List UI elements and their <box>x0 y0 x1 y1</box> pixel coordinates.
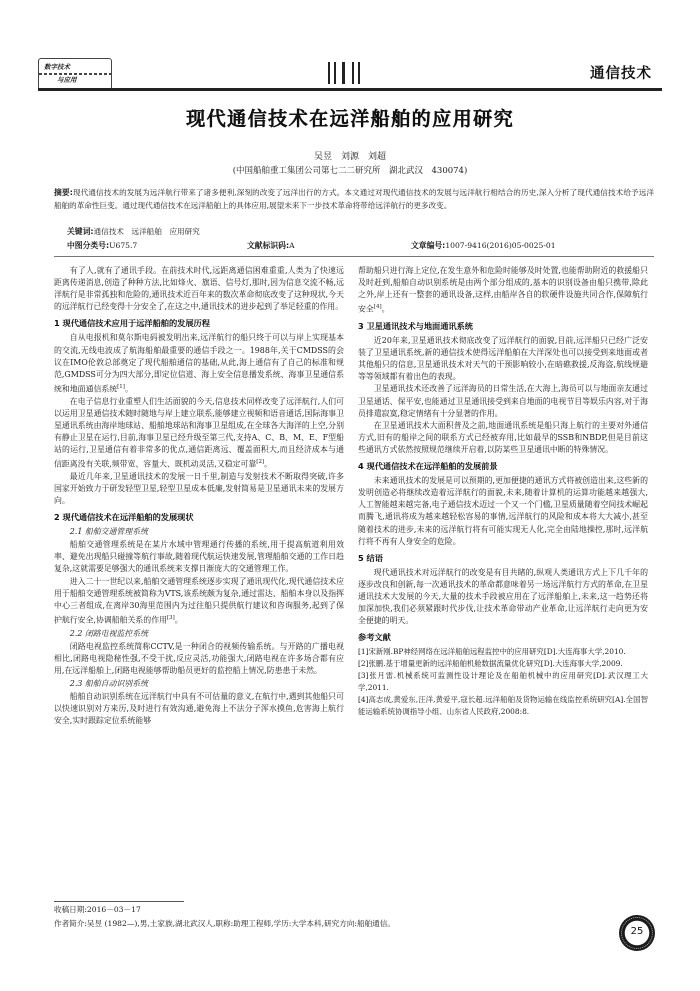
paragraph: 现代通讯技术对远洋航行的改变是有目共睹的,纵观人类通讯方式上下几千年的逐步改良和创新,每一次通讯技术的革命都意味着另一场远洋航行方式的革命,在卫星通讯技术大发展的今天,大量的技术手段被应用在了远洋船舶上,未来,这一趋势还将加深加快,我们必须紧跟时代步伐,让技术革命带动产业革命,让远洋航行走向更为安全便捷的明天。 <box>358 567 648 626</box>
header-rule <box>38 88 662 91</box>
section-label: 通信技术 <box>590 66 652 82</box>
section-4-heading: 4 现代通信技术在远洋船舶的发展前景 <box>358 461 498 472</box>
paragraph: 未来通讯技术的发展是可以预期的,更加便捷的通讯方式将被创造出来,这些新的发明创造必将继续改造着远洋航行的面貌,未来,随着计算机的运算功能越来越强大,人工智能越来越完备,电子通信技术迈过一个又一个门槛,卫星质量随着空间技术崛起而腾飞,通讯将成为越来越轻松容易的事情,远洋航行的风险和成本将大大减小,甚至随着技术的进步,未来的远洋航行将有可能实现无人化,完全由陆地操控,那时,远洋航行将不再有人身安全的危险。 <box>358 476 648 546</box>
subsection-2-3-heading: 2.3 船舶自动识别系统 <box>69 678 148 688</box>
reference-item: [2]张鹏.基于增量更新的远洋船舶机舱数据流量优化研究[D].大连海事大学,2009. <box>358 659 623 669</box>
logo-line-1: 数字技术 <box>44 63 70 71</box>
logo-line-2: 与应用 <box>57 76 77 84</box>
keywords <box>67 226 200 237</box>
article-no-label: 文章编号: <box>411 241 446 250</box>
abstract <box>54 187 654 212</box>
paragraph-continued: 帮助船只进行海上定位,在发生意外和危险时能够及时处置,也能帮助附近的救援船只及时赶到,船舶自动识别系统是由两个部分组成的,基本的识别设备由船只携带,除此之外,岸上还有一整套的通讯设备,这样,由船岸各自的软硬件设施共同合作,保障航行安全[4]。 <box>358 266 648 314</box>
page-number: 25 <box>630 926 644 937</box>
section-3-heading: 3 卫星通讯技术与地面通讯系统 <box>358 321 473 331</box>
footnote-rule <box>54 901 184 902</box>
keywords-label: 关键词: <box>67 227 94 236</box>
section-2-heading: 2 现代通信技术在远洋船舶的发展现状 <box>54 512 194 523</box>
references-list <box>358 646 648 718</box>
doc-code-value: A <box>289 241 295 250</box>
intro-paragraph: 有了人,就有了通讯手段。在前技术时代,远距离通信困难重重,人类为了快速远距离传递消息,创造了种种方法,比如烽火、旗语、信号灯,那时,因为信息交流不畅,远洋航行是非常孤独和危险的,通讯技术近百年来的数次革命彻底改变了这种现状,今天的远洋航行已经变得十分安全了,在这之中,通讯技术的进步起到了举足轻重的作用。 <box>54 266 344 312</box>
document-code <box>247 240 295 251</box>
abstract-rule <box>54 256 654 257</box>
section-1-heading: 1 现代通信技术应用于远洋船舶的发展历程 <box>54 318 210 329</box>
received-date: 收稿日期:2016－03－17 <box>54 905 141 914</box>
doc-code-label: 文献标识码: <box>247 241 290 250</box>
subsection-2-2-heading: 2.2 闭路电视监控系统 <box>69 628 148 638</box>
article-authors: 吴昱 刘源 刘超 <box>313 152 386 162</box>
paragraph: 进入二十一世纪以来,船舶交通管理系统逐步实现了通讯现代化,现代通信技术应用于船舶交通管理系统被简称为VTS,该系统颇为复杂,通过雷达、船舶本身以及指挥中心三者组成,在离岸30海里范围内为过往船只提供航行建议和咨询服务,起到了保护航行安全,协调船舶关系的作用[3]。 <box>54 576 344 625</box>
journal-logo <box>38 58 112 90</box>
paragraph: 近20年来,卫星通讯技术彻底改变了远洋航行的面貌,目前,远洋船只已经广泛安装了卫星通讯系统,新的通信技术使得远洋船舶在大洋深处也可以接受到来地面或者其他船只的信息,卫星通讯技术对天气的干预影响较小,在暗礁救援,反海盗,航线规避等等领域都有着出色的表现。 <box>358 336 648 382</box>
paragraph: 自从电报机和莫尔斯电码被发明出来,远洋航行的船只终于可以与岸上实现基本的交流,无线电波成了航海船舶最重要的通信手段之一。1988年,关于CMDSS的会议在IMO伦敦总部奠定了现代船舶通信的基础,从此,海上通信有了自己的标准和规范,GMDSS可分为四大部分,即定位信道、海上安全信息播发系统、海事卫星通信系统和地面通信系统[1]。 <box>54 333 344 394</box>
reference-item: [1]宋新刚.BP神经网络在远洋船舶远程监控中的应用研究[D].大连海事大学,2010. <box>358 647 626 657</box>
article-no-value: 1007-9416(2016)05-0025-01 <box>445 241 556 250</box>
reference-item: [3]张月雷.机械系统可监测性设计理论及在船舶机械中的应用研究[D].武汉理工大学,2011. <box>358 671 648 693</box>
clc-number <box>67 240 137 251</box>
right-column <box>358 265 648 718</box>
article-title: 现代通信技术在远洋船舶的应用研究 <box>185 108 514 130</box>
header-bars-decoration <box>328 62 362 84</box>
author-bio: 作者简介:吴昱 (1982—),男,土家族,湖北武汉人,职称:助理工程师,学历:大学本科,研究方向:船舶通信。 <box>54 919 395 928</box>
paragraph: 在卫星通讯技术大面积普及之前,地面通讯系统是船只海上航行的主要对外通信方式,旧有的船岸之间的联系方式已经被弃用,比如最早的SSB和NBDP,但是目前这些通讯方式依然按照规范继续开启着,以防某些卫星通讯中断的特殊情况。 <box>358 420 648 454</box>
paragraph: 闭路电视监控系统简称CCTV,是一种闭合的视频传输系统。与开路的广播电视相比,闭路电视隐秘性强,不受干扰,反应灵活,功能强大,闭路电视在许多场合都有应用,在远洋船舶上,闭路电视能够帮助船员更好的监控船上情况,防患患于未然。 <box>54 641 344 675</box>
page-number-badge <box>619 915 655 951</box>
logo-divider <box>39 73 111 75</box>
paragraph: 在电子信息行业重塑人们生活面貌的今天,信息技术同样改变了远洋航行,人们可以运用卫星通信技术随时随地与岸上建立联系,能够建立视频和语音通话,国际海事卫星通讯系统由海岸地球站、船舶地球站和海事卫星组成,在全球各大海洋的上空,分别有静止卫星在运行,目前,海事卫星已经升级至第三代,支持A、C、B、M、E、F型船站的运行,卫星通信有着非常多的优点,通信距离远、覆盖面积大,而且经济成本与通信距离没有关联,频带宽、容量大、既机动灵活,又稳定可靠[2]。 <box>54 396 344 469</box>
paragraph: 卫星通讯技术还改善了远洋海员的日常生活,在大海上,海员可以与地面亲友通过卫星通话、保平安,也能通过卫星通讯接受到来自地面的电视节目等娱乐内容,对于海员排遣寂寞,稳定情绪有十分显著的作用。 <box>358 384 648 418</box>
paragraph: 最近几年来,卫星通讯技术的发展一日千里,制造与发射技术不断取得突破,许多国家开始致力于研发轻型卫星,轻型卫星成本低廉,发射简易是卫星通讯未来的发展方向。 <box>54 471 344 505</box>
clc-label: 中图分类号: <box>67 241 110 250</box>
keywords-text: 通信技术 远洋船舶 应用研究 <box>93 227 200 236</box>
section-5-heading: 5 结语 <box>358 552 383 563</box>
left-column <box>54 265 344 727</box>
paragraph: 船舶交通管理系统是在某片水域中管理通行传播的系统,用于提高航道利用效率、避免出现船只碰撞等航行事故,随着现代航运快速发展,管理船舶交通的工作日趋复杂,这就需要足够强大的通讯系统来支撑日渐庞大的交通管理工作。 <box>54 540 344 574</box>
paragraph: 船舶自动识别系统在远洋航行中具有不可估量的意义,在航行中,遇到其他船只可以快速识别对方来历,及时进行有效沟通,避免海上不法分子浑水摸鱼,危害海上航行安全,实时跟踪定位系统能够 <box>54 691 344 726</box>
abstract-label: 摘要: <box>54 188 73 197</box>
article-number <box>411 240 556 251</box>
article-affiliation: (中国船舶重工集团公司第七二二研究所 湖北武汉 430074) <box>232 166 468 176</box>
reference-item: [4]高志成,黄爱东,汪洋,黄爱平,寇长超.远洋船舶及货物运输在线监控系统研究[A].全国智能运输系统协调指导小组、山东省人民政府,2008:8. <box>358 695 648 717</box>
subsection-2-1-heading: 2.1 船舶交通管理系统 <box>69 527 148 537</box>
abstract-text: 现代通信技术的发展为远洋航行带来了诸多便利,深刻的改变了远洋出行的方式。本文通过对现代通信技术的发展与远洋航行相结合的历史,深入分析了现代通信技术给予远洋船舶的革命性巨变。通过现代通信技术在远洋船舶上的具体应用,展望未来下一步技术革命将带给远洋航行的更多改变。 <box>54 188 654 210</box>
clc-value: U675.7 <box>109 241 138 250</box>
references-heading: 参考文献 <box>358 632 391 643</box>
